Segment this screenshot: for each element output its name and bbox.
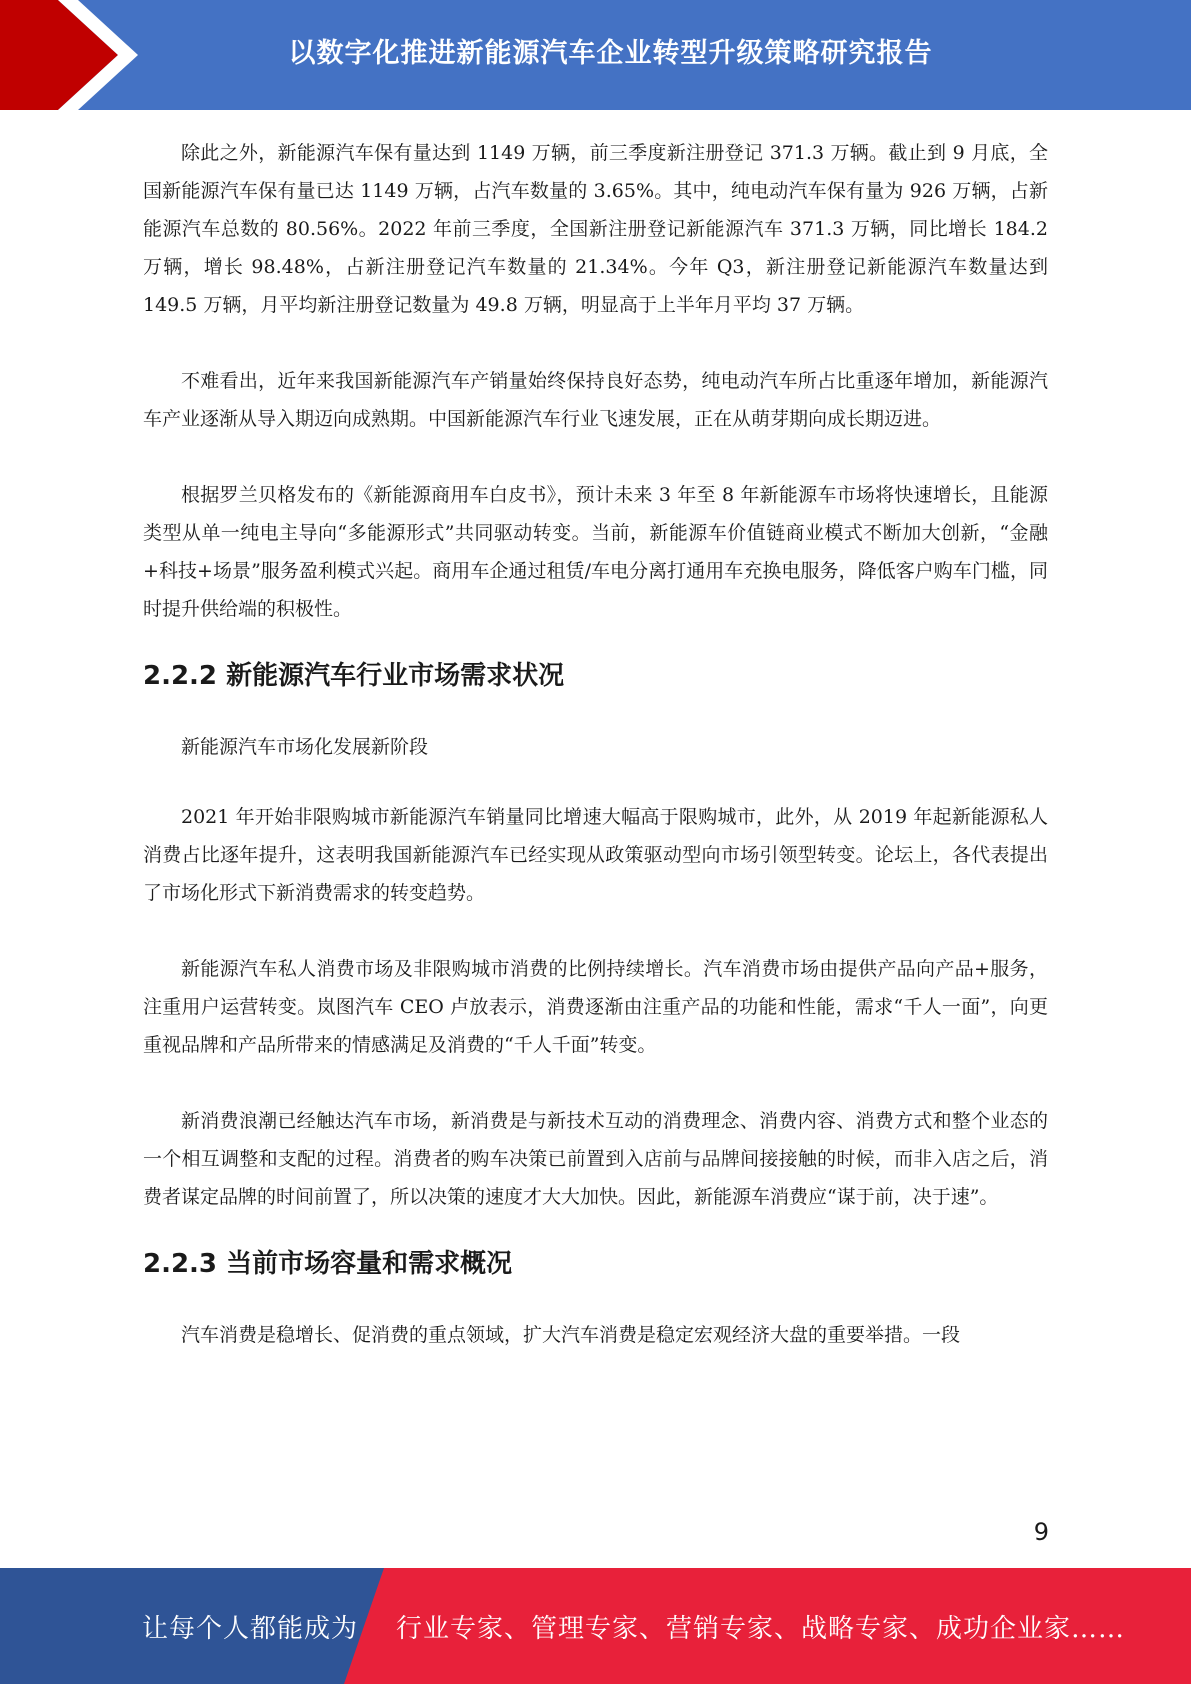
page-number: 9 bbox=[1033, 1518, 1049, 1546]
section-heading-2-2-3: 2.2.3 当前市场容量和需求概况 bbox=[143, 1249, 513, 1279]
paragraph-non-restricted-cities: 2021 年开始非限购城市新能源汽车销量同比增速大幅高于限购城市，此外，从 2019 年起新能源私人消费占比逐年提升，这表明我国新能源汽车已经实现从政策驱动型向市场引领型转变。论坛上，各代表提出了市场化形式下新消费需求的转变趋势。 bbox=[143, 806, 1048, 904]
paragraph-industry-trend: 不难看出，近年来我国新能源汽车产销量始终保持良好态势，纯电动汽车所占比重逐年增加，新能源汽车产业逐渐从导入期迈向成熟期。中国新能源汽车行业飞速发展，正在从萌芽期向成长期迈进。 bbox=[143, 370, 1048, 430]
paragraph-auto-consumption: 汽车消费是稳增长、促消费的重点领域，扩大汽车消费是稳定宏观经济大盘的重要举措。一段 bbox=[181, 1324, 961, 1346]
paragraph-whitepaper: 根据罗兰贝格发布的《新能源商用车白皮书》，预计未来 3 年至 8 年新能源车市场将快速增长，且能源类型从单一纯电主导向“多能源形式”共同驱动转变。当前，新能源车价值链商业模式不断加大创新，“金融+科技+场景”服务盈利模式兴起。商用车企通过租赁/车电分离打通用车充换电服务，降低客户购车门槛，同时提升供给端的积极性。 bbox=[143, 484, 1048, 620]
report-title: 以数字化推进新能源汽车企业转型升级策略研究报告 bbox=[288, 37, 933, 69]
paragraph-ownership-stats: 除此之外，新能源汽车保有量达到 1149 万辆，前三季度新注册登记 371.3 万辆。截止到 9 月底，全国新能源汽车保有量已达 1149 万辆，占汽车数量的 3.65%。其中，纯电动汽车保有量为 926 万辆，占新能源汽车总数的 80.56%。2022 年前三季度，全国新注册登记新能源汽车 371.3 万辆，同比增长 184.2 万辆，增长 98.48%，占新注册登记汽车数量的 21.34%。今年 Q3，新注册登记新能源汽车数量达到 149.5 万辆，月平均新注册登记数量为 49.8 万辆，明显高于上半年月平均 37 万辆。 bbox=[143, 142, 1048, 316]
footer-slogan-left: 让每个人都能成为 bbox=[142, 1613, 359, 1644]
subheading-market-stage: 新能源汽车市场化发展新阶段 bbox=[181, 736, 429, 758]
section-heading-2-2-2: 2.2.2 新能源汽车行业市场需求状况 bbox=[143, 661, 565, 691]
page-footer bbox=[0, 1568, 1191, 1684]
document-body bbox=[143, 134, 1048, 1354]
page-header bbox=[0, 0, 1191, 110]
paragraph-new-consumption: 新消费浪潮已经触达汽车市场，新消费是与新技术互动的消费理念、消费内容、消费方式和整个业态的一个相互调整和支配的过程。消费者的购车决策已前置到入店前与品牌间接接触的时候，而非入店之后，消费者谋定品牌的时间前置了，所以决策的速度才大大加快。因此，新能源车消费应“谋于前，决于速”。 bbox=[143, 1110, 1048, 1208]
paragraph-private-consumption: 新能源汽车私人消费市场及非限购城市消费的比例持续增长。汽车消费市场由提供产品向产品+服务，注重用户运营转变。岚图汽车 CEO 卢放表示，消费逐渐由注重产品的功能和性能，需求“千人一面”，向更重视品牌和产品所带来的情感满足及消费的“千人千面”转变。 bbox=[143, 958, 1048, 1056]
footer-slogan-right: 行业专家、管理专家、营销专家、战略专家、成功企业家…… bbox=[396, 1613, 1126, 1644]
